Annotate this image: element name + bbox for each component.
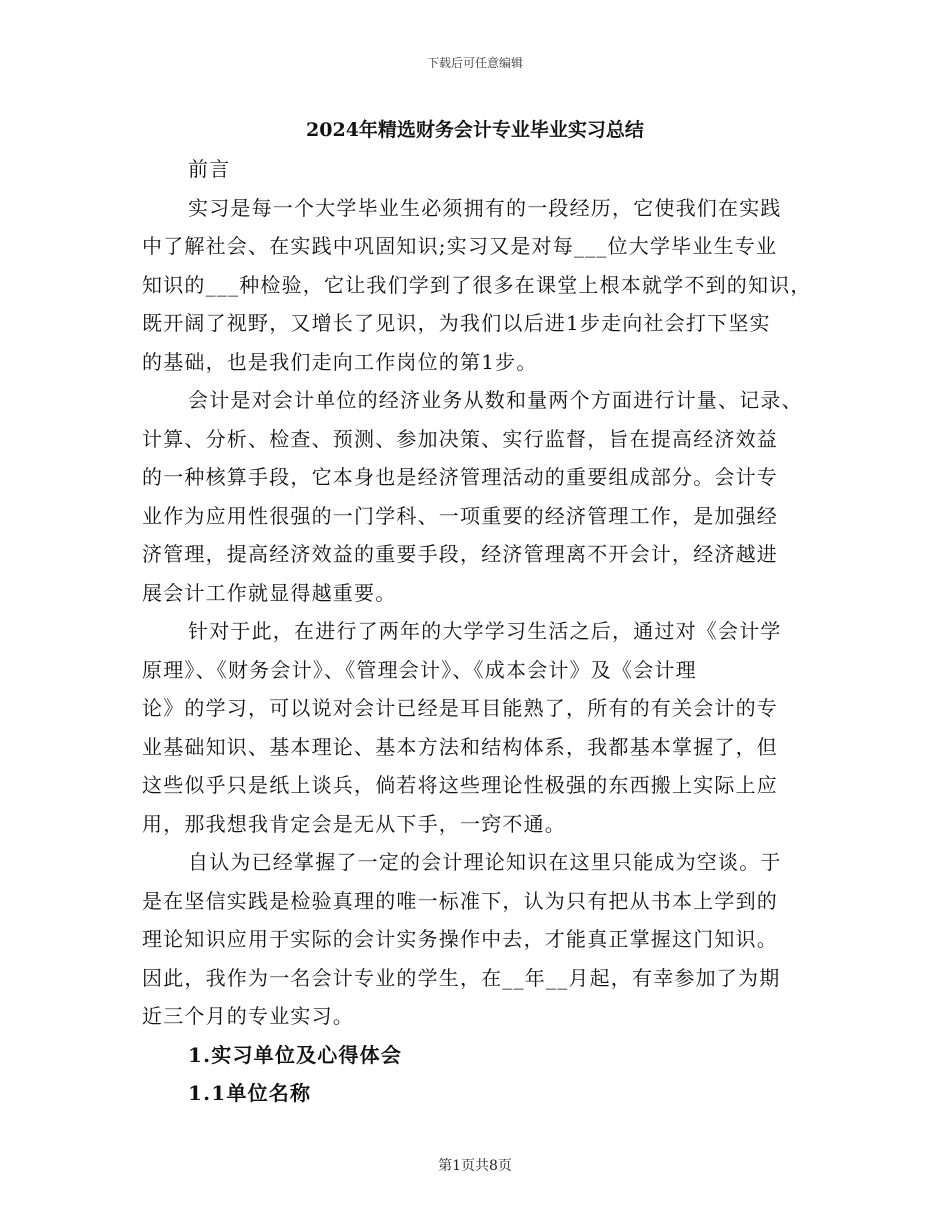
page-header: 下载后可任意编辑 bbox=[426, 56, 523, 70]
paragraph-line: 知识的___种检验，它让我们学到了很多在课堂上根本就学不到的知识， bbox=[142, 272, 812, 297]
paragraph-line: 的基础，也是我们走向工作岗位的第1步。 bbox=[142, 349, 538, 374]
paragraph-line: 自认为已经掌握了一定的会计理论知识在这里只能成为空谈。于 bbox=[188, 850, 782, 874]
paragraph-line: 论》的学习，可以说对会计已经是耳目能熟了，所有的有关会计的专 bbox=[142, 696, 778, 720]
paragraph-line: 理论知识应用于实际的会计实务操作中去，才能真正掌握这门知识。 bbox=[142, 927, 778, 951]
page-footer: 第1页共8页 bbox=[438, 1158, 512, 1174]
paragraph-line: 这些似乎只是纸上谈兵，倘若将这些理论性极强的东西搬上实际上应 bbox=[142, 773, 778, 797]
section-heading-preface: 前言 bbox=[188, 157, 231, 181]
paragraph-line: 展会计工作就显得越重要。 bbox=[142, 580, 397, 605]
paragraph-line: 是在坚信实践是检验真理的唯一标准下，认为只有把从书本上学到的 bbox=[142, 888, 778, 913]
document-title: 2024年精选财务会计专业毕业实习总结 bbox=[306, 119, 644, 141]
paragraph-line: 计算、分析、检查、预测、参加决策、实行监督，旨在提高经济效益 bbox=[142, 426, 778, 451]
paragraph-line: 针对于此，在进行了两年的大学学习生活之后，通过对《会计学 bbox=[188, 619, 782, 643]
paragraph-line: 会计是对会计单位的经济业务从数和量两个方面进行计量、记录、 bbox=[188, 388, 803, 412]
paragraph-line: 实习是每一个大学毕业生必须拥有的一段经历，它使我们在实践 bbox=[188, 195, 782, 220]
subsection-heading: 1.1单位名称 bbox=[188, 1081, 312, 1105]
paragraph-line: 因此，我作为一名会计专业的学生，在__年__月起，有幸参加了为期 bbox=[142, 965, 781, 990]
document-body bbox=[142, 150, 812, 1113]
paragraph-line: 既开阔了视野，又增长了见识，为我们以后进1步走向社会打下坚实 bbox=[142, 311, 771, 335]
paragraph-line: 业基础知识、基本理论、基本方法和结构体系，我都基本掌握了，但 bbox=[142, 734, 778, 759]
paragraph-line: 济管理，提高经济效益的重要手段，经济管理离不开会计，经济越进 bbox=[142, 542, 778, 566]
paragraph-line: 用，那我想我肯定会是无从下手，一窍不通。 bbox=[142, 811, 566, 836]
paragraph-line: 中了解社会、在实践中巩固知识;实习又是对每___位大学毕业生专业 bbox=[142, 234, 778, 258]
paragraph-line: 的一种核算手段，它本身也是经济管理活动的重要组成部分。会计专 bbox=[142, 465, 778, 489]
paragraph-line: 原理》、《财务会计》、《管理会计》、《成本会计》及《会计理 bbox=[142, 657, 697, 682]
paragraph-line: 近三个月的专业实习。 bbox=[142, 1004, 354, 1028]
paragraph-line: 业作为应用性很强的一门学科、一项重要的经济管理工作，是加强经 bbox=[142, 503, 778, 528]
section-heading: 1.实习单位及心得体会 bbox=[188, 1042, 403, 1067]
